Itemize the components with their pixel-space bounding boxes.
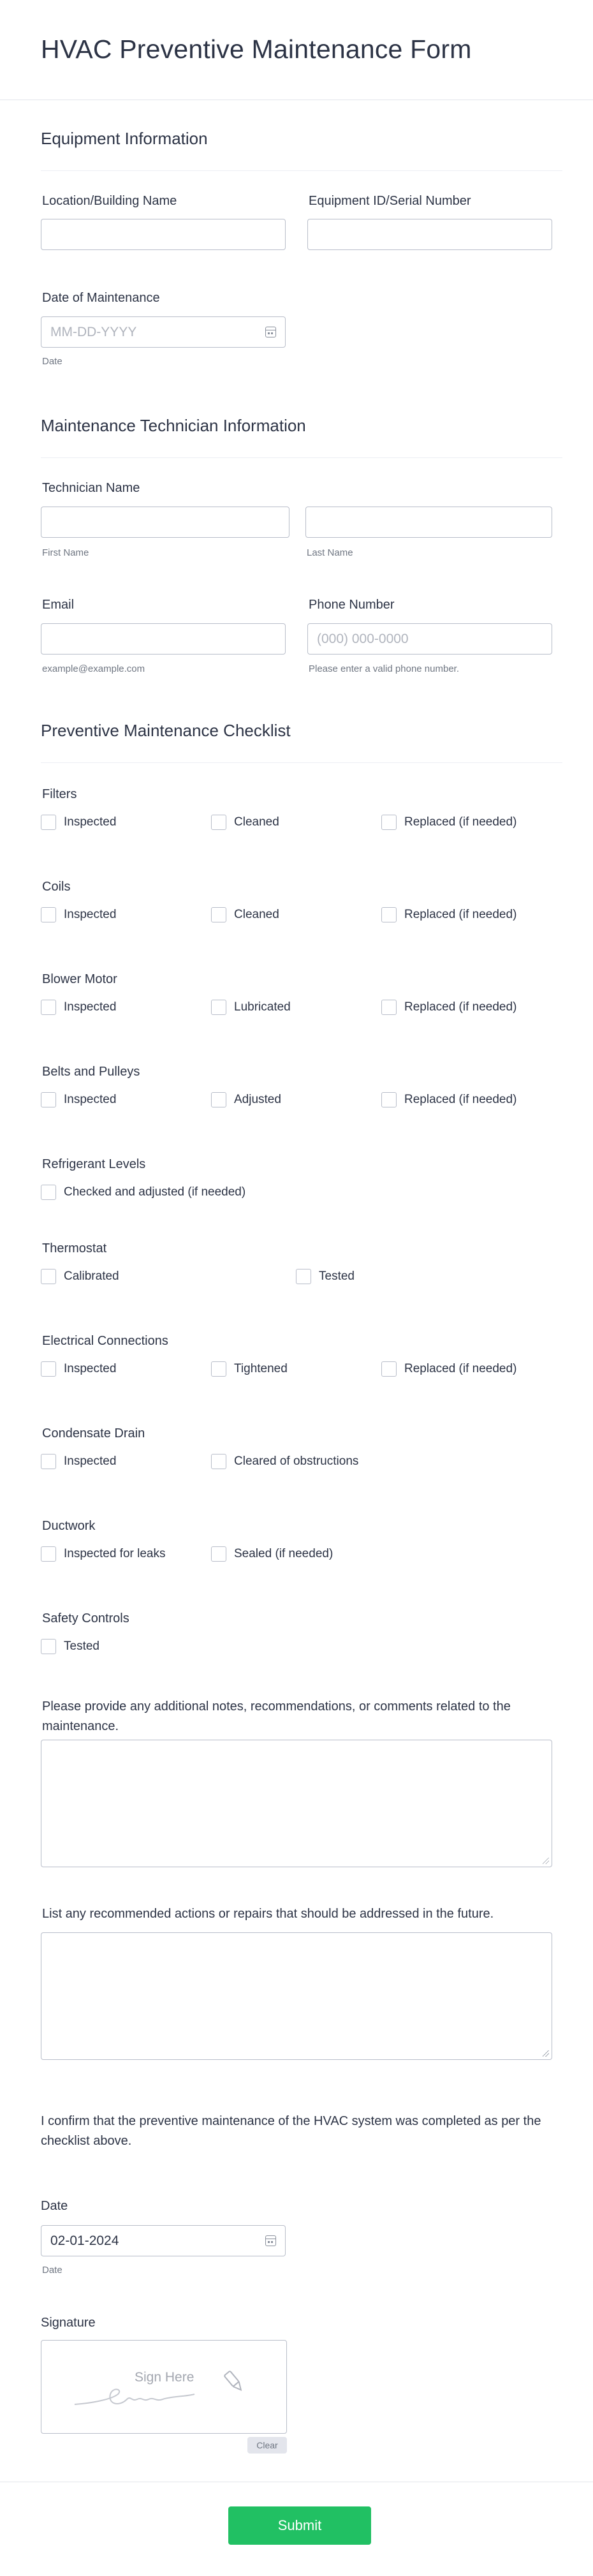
section-header-technician	[41, 416, 562, 458]
date-value: 02-01-2024	[50, 2233, 119, 2248]
electrical-connections-label: Electrical Connections	[42, 1334, 168, 1348]
checkbox-label: Inspected	[64, 1093, 117, 1106]
checkbox-ductwork-inspected[interactable]	[41, 1546, 165, 1562]
checkbox-label: Sealed (if needed)	[234, 1547, 333, 1560]
checkbox-belts-replaced[interactable]	[381, 1092, 516, 1107]
checkbox-ductwork-sealed[interactable]	[211, 1546, 333, 1562]
form-title: HVAC Preventive Maintenance Form	[41, 34, 472, 64]
phone-label: Phone Number	[309, 598, 395, 612]
coils-label: Coils	[42, 880, 71, 894]
signature-label: Signature	[41, 2316, 96, 2330]
checkbox-label: Inspected	[64, 1000, 117, 1014]
phone-sublabel: Please enter a valid phone number.	[309, 663, 459, 674]
checkbox-coils-inspected[interactable]	[41, 907, 116, 922]
checkbox-box[interactable]	[296, 1269, 311, 1284]
section-header-equipment	[41, 129, 562, 171]
checkbox-box[interactable]	[41, 907, 56, 922]
clear-signature-button[interactable]: Clear	[247, 2437, 287, 2454]
checkbox-box[interactable]	[41, 1361, 56, 1377]
checkbox-electrical-replaced[interactable]	[381, 1361, 516, 1377]
checkbox-label: Cleaned	[234, 815, 279, 829]
resize-handle-icon[interactable]	[543, 2050, 549, 2057]
checkbox-label: Tested	[64, 1640, 99, 1653]
checkbox-box[interactable]	[211, 1361, 226, 1377]
checkbox-filters-replaced[interactable]	[381, 815, 516, 830]
ductwork-label: Ductwork	[42, 1519, 96, 1533]
checkbox-label: Inspected	[64, 1455, 117, 1468]
checkbox-box[interactable]	[41, 815, 56, 830]
checkbox-box[interactable]	[381, 1092, 397, 1107]
location-label: Location/Building Name	[42, 194, 177, 208]
email-input[interactable]	[41, 623, 286, 655]
checkbox-box[interactable]	[211, 1454, 226, 1469]
signature-scribble-icon	[41, 2341, 287, 2434]
checkbox-box[interactable]	[211, 1546, 226, 1562]
email-label: Email	[42, 598, 75, 612]
recommended-actions-textarea[interactable]	[41, 1932, 552, 2060]
checkbox-label: Tightened	[234, 1362, 288, 1375]
checkbox-label: Cleaned	[234, 908, 279, 921]
checkbox-electrical-inspected[interactable]	[41, 1361, 116, 1377]
checkbox-box[interactable]	[41, 1639, 56, 1654]
thermostat-label: Thermostat	[42, 1241, 107, 1255]
checkbox-box[interactable]	[41, 1092, 56, 1107]
checkbox-label: Tested	[319, 1269, 355, 1283]
checkbox-label: Checked and adjusted (if needed)	[64, 1185, 246, 1199]
equipment-id-input[interactable]	[307, 219, 552, 250]
safety-controls-label: Safety Controls	[42, 1611, 129, 1625]
calendar-icon[interactable]	[265, 2235, 276, 2246]
checkbox-label: Inspected	[64, 908, 117, 921]
form-header	[0, 0, 593, 100]
checkbox-box[interactable]	[211, 907, 226, 922]
checkbox-blower-replaced[interactable]	[381, 1000, 516, 1015]
checkbox-filters-inspected[interactable]	[41, 815, 116, 830]
phone-placeholder: (000) 000-0000	[317, 631, 409, 646]
checkbox-thermostat-tested[interactable]	[296, 1269, 355, 1284]
section-header-checklist	[41, 721, 562, 763]
checkbox-drain-cleared[interactable]	[211, 1454, 358, 1469]
checkbox-coils-replaced[interactable]	[381, 907, 516, 922]
checkbox-label: Calibrated	[64, 1269, 119, 1283]
additional-notes-label: Please provide any additional notes, recommendations, or comments related to the maintenance.	[42, 1699, 511, 1733]
checkbox-box[interactable]	[41, 1546, 56, 1562]
checkbox-label: Inspected	[64, 1362, 117, 1375]
belts-pulleys-label: Belts and Pulleys	[42, 1065, 140, 1079]
checkbox-belts-adjusted[interactable]	[211, 1092, 281, 1107]
checkbox-blower-lubricated[interactable]	[211, 1000, 291, 1015]
checkbox-box[interactable]	[41, 1185, 56, 1200]
checkbox-box[interactable]	[381, 815, 397, 830]
signature-placeholder: Sign Here	[135, 2370, 194, 2385]
checkbox-box[interactable]	[41, 1269, 56, 1284]
submit-button[interactable]: Submit	[228, 2506, 371, 2545]
checkbox-label: Replaced (if needed)	[404, 1000, 517, 1014]
checkbox-box[interactable]	[211, 1000, 226, 1015]
checkbox-electrical-tightened[interactable]	[211, 1361, 288, 1377]
phone-input[interactable]	[307, 623, 552, 655]
checkbox-label: Cleared of obstructions	[234, 1455, 359, 1468]
additional-notes-textarea[interactable]	[41, 1740, 552, 1867]
first-name-sublabel: First Name	[42, 547, 89, 558]
location-input[interactable]	[41, 219, 286, 250]
checkbox-box[interactable]	[381, 1361, 397, 1377]
checkbox-box[interactable]	[41, 1000, 56, 1015]
recommended-actions-label: List any recommended actions or repairs that should be addressed in the future.	[42, 1907, 494, 1921]
checkbox-coils-cleaned[interactable]	[211, 907, 279, 922]
checkbox-box[interactable]	[381, 907, 397, 922]
confirmation-date-sublabel: Date	[42, 2265, 62, 2276]
date-sublabel: Date	[42, 356, 62, 367]
checkbox-label: Replaced (if needed)	[404, 1093, 517, 1106]
section-title: Maintenance Technician Information	[41, 416, 306, 435]
confirmation-date-input[interactable]	[41, 2225, 286, 2256]
checkbox-label: Lubricated	[234, 1000, 291, 1014]
checkbox-label: Inspected	[64, 815, 117, 829]
section-title: Preventive Maintenance Checklist	[41, 721, 291, 740]
checkbox-box[interactable]	[211, 815, 226, 830]
email-sublabel: example@example.com	[42, 663, 145, 674]
first-name-input[interactable]	[41, 507, 289, 538]
resize-handle-icon[interactable]	[543, 1858, 549, 1864]
checkbox-label: Inspected for leaks	[64, 1547, 166, 1560]
checkbox-drain-inspected[interactable]	[41, 1454, 116, 1469]
technician-name-label: Technician Name	[42, 481, 140, 495]
confirmation-date-label: Date	[41, 2199, 68, 2213]
last-name-input[interactable]	[305, 507, 552, 538]
checkbox-label: Adjusted	[234, 1093, 281, 1106]
checkbox-label: Replaced (if needed)	[404, 908, 517, 921]
checkbox-filters-cleaned[interactable]	[211, 815, 279, 830]
checkbox-label: Replaced (if needed)	[404, 1362, 517, 1375]
checkbox-box[interactable]	[211, 1092, 226, 1107]
checkbox-safety-tested[interactable]	[41, 1639, 99, 1654]
filters-label: Filters	[42, 787, 77, 801]
maintenance-date-input[interactable]	[41, 316, 286, 348]
checkbox-box[interactable]	[381, 1000, 397, 1015]
section-title: Equipment Information	[41, 129, 208, 148]
checkbox-belts-inspected[interactable]	[41, 1092, 116, 1107]
last-name-sublabel: Last Name	[307, 547, 353, 558]
date-placeholder: MM-DD-YYYY	[50, 324, 137, 339]
confirmation-text: I confirm that the preventive maintenance of the HVAC system was completed as per the checklist above.	[41, 2114, 541, 2148]
refrigerant-levels-label: Refrigerant Levels	[42, 1157, 146, 1171]
condensate-drain-label: Condensate Drain	[42, 1426, 145, 1440]
signature-pad[interactable]	[41, 2340, 287, 2434]
equipment-id-label: Equipment ID/Serial Number	[309, 194, 471, 208]
checkbox-refrigerant-checked[interactable]	[41, 1185, 245, 1200]
checkbox-thermostat-calibrated[interactable]	[41, 1269, 119, 1284]
date-of-maintenance-label: Date of Maintenance	[42, 291, 160, 305]
checkbox-blower-inspected[interactable]	[41, 1000, 116, 1015]
checkbox-label: Replaced (if needed)	[404, 815, 517, 829]
checkbox-box[interactable]	[41, 1454, 56, 1469]
blower-motor-label: Blower Motor	[42, 972, 117, 986]
calendar-icon[interactable]	[265, 327, 276, 337]
